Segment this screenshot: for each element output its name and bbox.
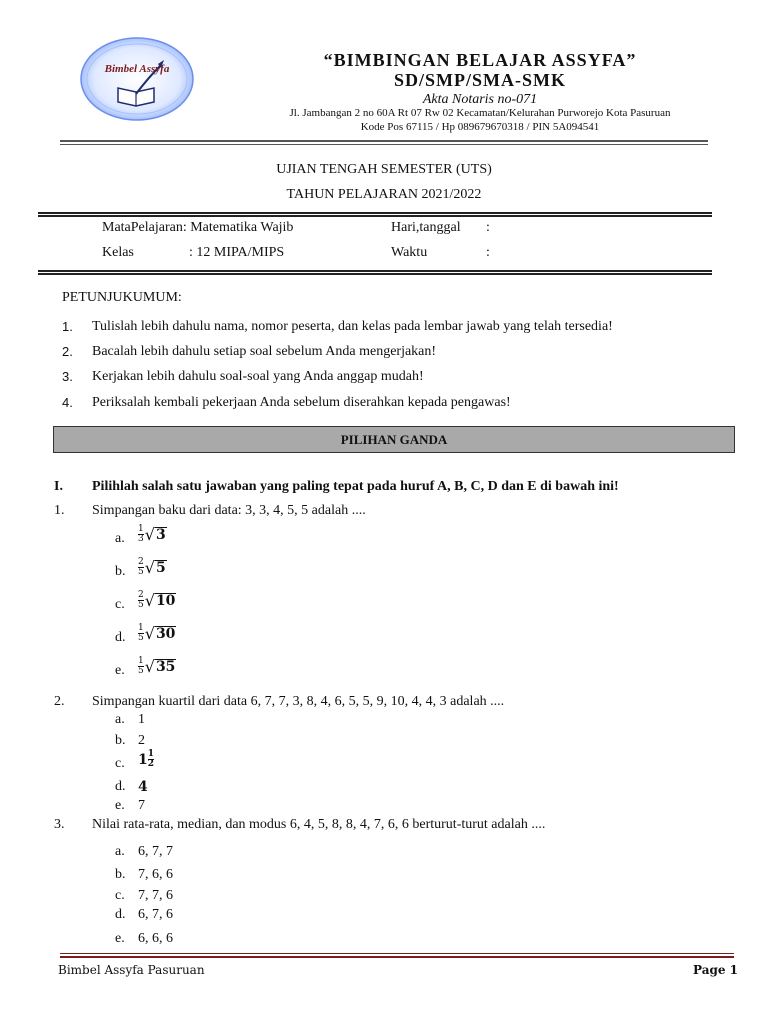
- option-value: 1 $\frac{1}{2}$: [138, 749, 155, 769]
- option-label: a.: [115, 712, 125, 727]
- date-label: Hari,tanggal: [391, 220, 461, 235]
- option-label: a.: [115, 844, 125, 859]
- footer-rule: [60, 953, 734, 954]
- instruction-text: Kerjakan lebih dahulu soal-soal yang Anda anggap mudah!: [92, 369, 424, 384]
- option-label: c.: [115, 597, 125, 612]
- section-banner: PILIHAN GANDA: [53, 426, 735, 453]
- section-instruction: Pilihlah salah satu jawaban yang paling tepat pada huruf A, B, C, D dan E di bawah ini!: [92, 479, 619, 494]
- divider: [38, 215, 712, 217]
- option-value: $\frac{2}{5}$ √ 5: [138, 557, 166, 577]
- instruction-text: Bacalah lebih dahulu setiap soal sebelum Anda mengerjakan!: [92, 344, 437, 359]
- question-number: 2.: [54, 694, 65, 709]
- organization-name: “BIMBINGAN BELAJAR ASSYFA”: [323, 50, 637, 70]
- time-colon: :: [486, 245, 490, 260]
- option-value: 1: [138, 712, 145, 727]
- option-value: $\frac{1}{5}$ √ 30: [138, 623, 176, 643]
- letterhead-rule-thin: [60, 144, 708, 145]
- option-value: $\frac{1}{3}$ √ 3: [138, 524, 166, 544]
- option-label: d.: [115, 907, 126, 922]
- question-number: 3.: [54, 817, 65, 832]
- option-label: c.: [115, 888, 125, 903]
- letterhead-rule: [60, 140, 708, 142]
- option-label: e.: [115, 798, 125, 813]
- option-label: e.: [115, 931, 125, 946]
- option-label: b.: [115, 564, 126, 579]
- instruction-text: Periksalah kembali pekerjaan Anda sebelum diserahkan kepada pengawas!: [92, 395, 511, 410]
- instruction-number: 4.: [62, 395, 73, 410]
- bimbel-assyfa-logo: [78, 36, 196, 122]
- footer-rule-thick: [60, 956, 734, 958]
- question-text: Simpangan baku dari data: 3, 3, 4, 5, 5 adalah ....: [92, 503, 366, 518]
- notary-deed: Akta Notaris no-071: [422, 92, 538, 107]
- page-number: Page 1: [693, 963, 739, 977]
- question-text: Nilai rata-rata, median, dan modus 6, 4, 5, 8, 8, 4, 7, 6, 6 berturut-turut adalah ....: [92, 817, 546, 832]
- contact-info: Kode Pos 67115 / Hp 089679670318 / PIN 5A094541: [360, 121, 600, 133]
- academic-year: TAHUN PELAJARAN 2021/2022: [286, 187, 482, 202]
- option-label: c.: [115, 756, 125, 771]
- section-number: I.: [54, 479, 63, 494]
- option-label: a.: [115, 531, 125, 546]
- option-label: b.: [115, 733, 126, 748]
- option-value: 6, 7, 6: [138, 907, 173, 922]
- instructions-heading: PETUNJUKUMUM:: [62, 290, 182, 305]
- class-label: Kelas: [102, 245, 134, 260]
- option-value: 7, 7, 6: [138, 888, 173, 903]
- option-value: 7: [138, 798, 145, 813]
- divider: [38, 270, 712, 272]
- instruction-number: 3.: [62, 369, 73, 384]
- option-value: 4: [138, 779, 148, 795]
- question-text: Simpangan kuartil dari data 6, 7, 7, 3, 8, 4, 6, 5, 5, 9, 10, 4, 4, 3 adalah ....: [92, 694, 505, 709]
- divider: [38, 273, 712, 275]
- option-label: d.: [115, 630, 126, 645]
- time-label: Waktu: [391, 245, 428, 260]
- option-value: 6, 7, 7: [138, 844, 173, 859]
- exam-title: UJIAN TENGAH SEMESTER (UTS): [276, 162, 492, 177]
- question-number: 1.: [54, 503, 65, 518]
- date-colon: :: [486, 220, 490, 235]
- instruction-number: 1.: [62, 319, 73, 334]
- option-label: d.: [115, 779, 126, 794]
- instruction-text: Tulislah lebih dahulu nama, nomor peserta, dan kelas pada lembar jawab yang telah tersedia!: [92, 319, 613, 334]
- option-value: $\frac{2}{5}$ √ 10: [138, 590, 176, 610]
- logo-lettering: Bimbel Assyfa: [104, 63, 170, 75]
- footer-organization: Bimbel Assyfa Pasuruan: [58, 963, 205, 977]
- option-value: 2: [138, 733, 145, 748]
- address: Jl. Jambangan 2 no 60A Rt 07 Rw 02 Kecamatan/Kelurahan Purworejo Kota Pasuruan: [289, 107, 671, 119]
- option-value: $\frac{1}{5}$ √ 35: [138, 656, 176, 676]
- option-label: b.: [115, 867, 126, 882]
- option-value: 6, 6, 6: [138, 931, 173, 946]
- option-value: 7, 6, 6: [138, 867, 173, 882]
- option-label: e.: [115, 663, 125, 678]
- divider: [38, 212, 712, 214]
- instruction-number: 2.: [62, 344, 73, 359]
- class-value: : 12 MIPA/MIPS: [189, 245, 285, 260]
- subject-field: MataPelajaran: Matematika Wajib: [102, 220, 294, 235]
- school-levels: SD/SMP/SMA-SMK: [393, 70, 566, 90]
